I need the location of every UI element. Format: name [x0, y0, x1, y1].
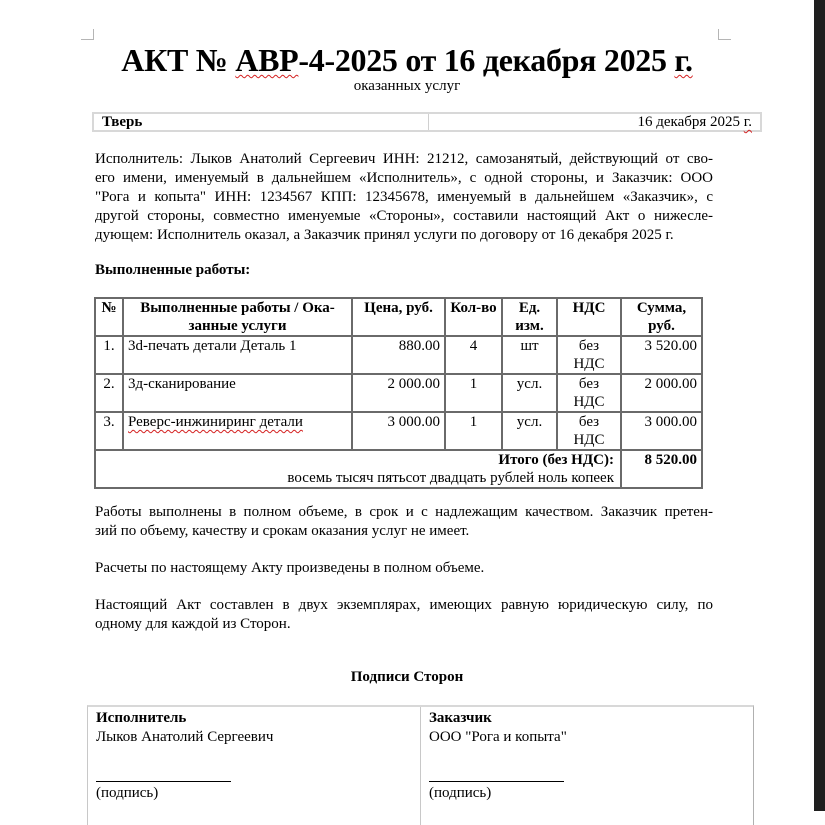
title-number-spellcheck[interactable]: АВР	[235, 42, 299, 78]
table-row	[95, 412, 702, 450]
row-sum: 3 520.00	[621, 336, 702, 374]
row-qty: 1	[445, 412, 502, 450]
intro-paragraph	[95, 150, 713, 245]
customer-signature-line	[429, 780, 564, 782]
table-header-row	[95, 298, 702, 336]
header-unit: Ед. изм.	[502, 298, 557, 336]
margin-corner-mark-right	[718, 29, 731, 40]
margin-corner-mark-left	[81, 29, 94, 40]
document-date	[429, 114, 760, 130]
row-price: 2 000.00	[352, 374, 445, 412]
header-name: Выполненные работы / Ока-занные услуги	[123, 298, 352, 336]
intro-line: дующем: Исполнитель оказал, а Заказчик принял услуги по договору от 16 декабря 2025 г.	[95, 227, 674, 243]
total-value: 8 520.00	[621, 450, 702, 488]
row-price: 880.00	[352, 336, 445, 374]
row-name: 3д-сканирование	[123, 374, 352, 412]
executor-signature-line	[96, 780, 231, 782]
intro-line: другой стороны, совместно именуемые «Стороны», составили настоящий Акт о нижесле-	[95, 208, 713, 224]
closing-line: Настоящий Акт составлен в двух экземплярах, имеющих равную юридическую силу, по	[95, 597, 713, 613]
row-qty: 1	[445, 374, 502, 412]
total-in-words: восемь тысяч пятьсот двадцать рублей ноль копеек	[287, 470, 614, 486]
closing-paragraph-1	[95, 503, 713, 541]
total-label: Итого (без НДС):	[498, 452, 614, 468]
row-unit: усл.	[502, 412, 557, 450]
row-price: 3 000.00	[352, 412, 445, 450]
closing-paragraph-2: Расчеты по настоящему Акту произведены в полном объеме.	[95, 560, 485, 576]
row-sum: 3 000.00	[621, 412, 702, 450]
intro-line: "Рога и копыта" ИНН: 1234567 КПП: 12345678, именуемый в дальнейшем «Заказчик», с	[95, 189, 713, 205]
closing-line: одному для каждой из Сторон.	[95, 616, 291, 632]
executor-role: Исполнитель	[96, 710, 187, 726]
works-table	[94, 297, 703, 489]
executor-sign-label: (подпись)	[96, 785, 159, 801]
intro-line: Исполнитель: Лыков Анатолий Сергеевич ИНН: 21212, самозанятый, действующий от сво-	[95, 151, 713, 167]
row-name: 3d-печать детали Деталь 1	[123, 336, 352, 374]
row-unit: усл.	[502, 374, 557, 412]
title-middle: -4-2025 от 16 декабря 2025	[298, 42, 675, 78]
signatures-table	[87, 705, 754, 825]
row-name	[123, 412, 352, 450]
customer-role: Заказчик	[429, 710, 492, 726]
table-row	[95, 336, 702, 374]
closing-paragraph-3	[95, 596, 713, 634]
row-name-text: Реверс-инжиниринг детали	[128, 414, 303, 430]
title-prefix: АКТ №	[121, 42, 236, 78]
row-unit: шт	[502, 336, 557, 374]
header-sum: Сумма, руб.	[621, 298, 702, 336]
header-qty: Кол-во	[445, 298, 502, 336]
row-qty: 4	[445, 336, 502, 374]
row-vat: без НДС	[557, 374, 621, 412]
city: Тверь	[94, 114, 429, 130]
date-text: 16 декабря 2025	[637, 114, 744, 130]
works-heading: Выполненные работы:	[95, 262, 251, 278]
date-suffix: г.	[743, 114, 752, 130]
row-vat: без НДС	[557, 336, 621, 374]
table-total-row	[95, 450, 702, 488]
row-num: 3.	[95, 412, 123, 450]
document-subtitle: оказанных услуг	[353, 78, 461, 94]
header-price: Цена, руб.	[352, 298, 445, 336]
row-sum: 2 000.00	[621, 374, 702, 412]
executor-signature-block	[88, 707, 420, 825]
customer-sign-label: (подпись)	[429, 785, 492, 801]
customer-name: ООО "Рога и копыта"	[429, 729, 567, 745]
total-label-cell	[95, 450, 621, 488]
vertical-scrollbar[interactable]	[814, 0, 825, 811]
document-title	[0, 40, 814, 80]
header-vat: НДС	[557, 298, 621, 336]
closing-line: Работы выполнены в полном объеме, в срок и с надлежащим качеством. Заказчик претен-	[95, 504, 713, 520]
closing-line: зий по объему, качеству и срокам оказания услуг не имеет.	[95, 523, 470, 539]
customer-signature-block	[420, 707, 753, 825]
table-row	[95, 374, 702, 412]
row-num: 2.	[95, 374, 123, 412]
executor-name: Лыков Анатолий Сергеевич	[96, 729, 274, 745]
row-vat: без НДС	[557, 412, 621, 450]
header-num: №	[95, 298, 123, 336]
signatures-heading: Подписи Сторон	[350, 669, 464, 685]
intro-line: его имени, именуемый в дальнейшем «Исполнитель», с одной стороны, и Заказчик: ООО	[95, 170, 713, 186]
row-num: 1.	[95, 336, 123, 374]
title-suffix: г.	[674, 42, 693, 78]
place-date-table	[92, 112, 762, 132]
